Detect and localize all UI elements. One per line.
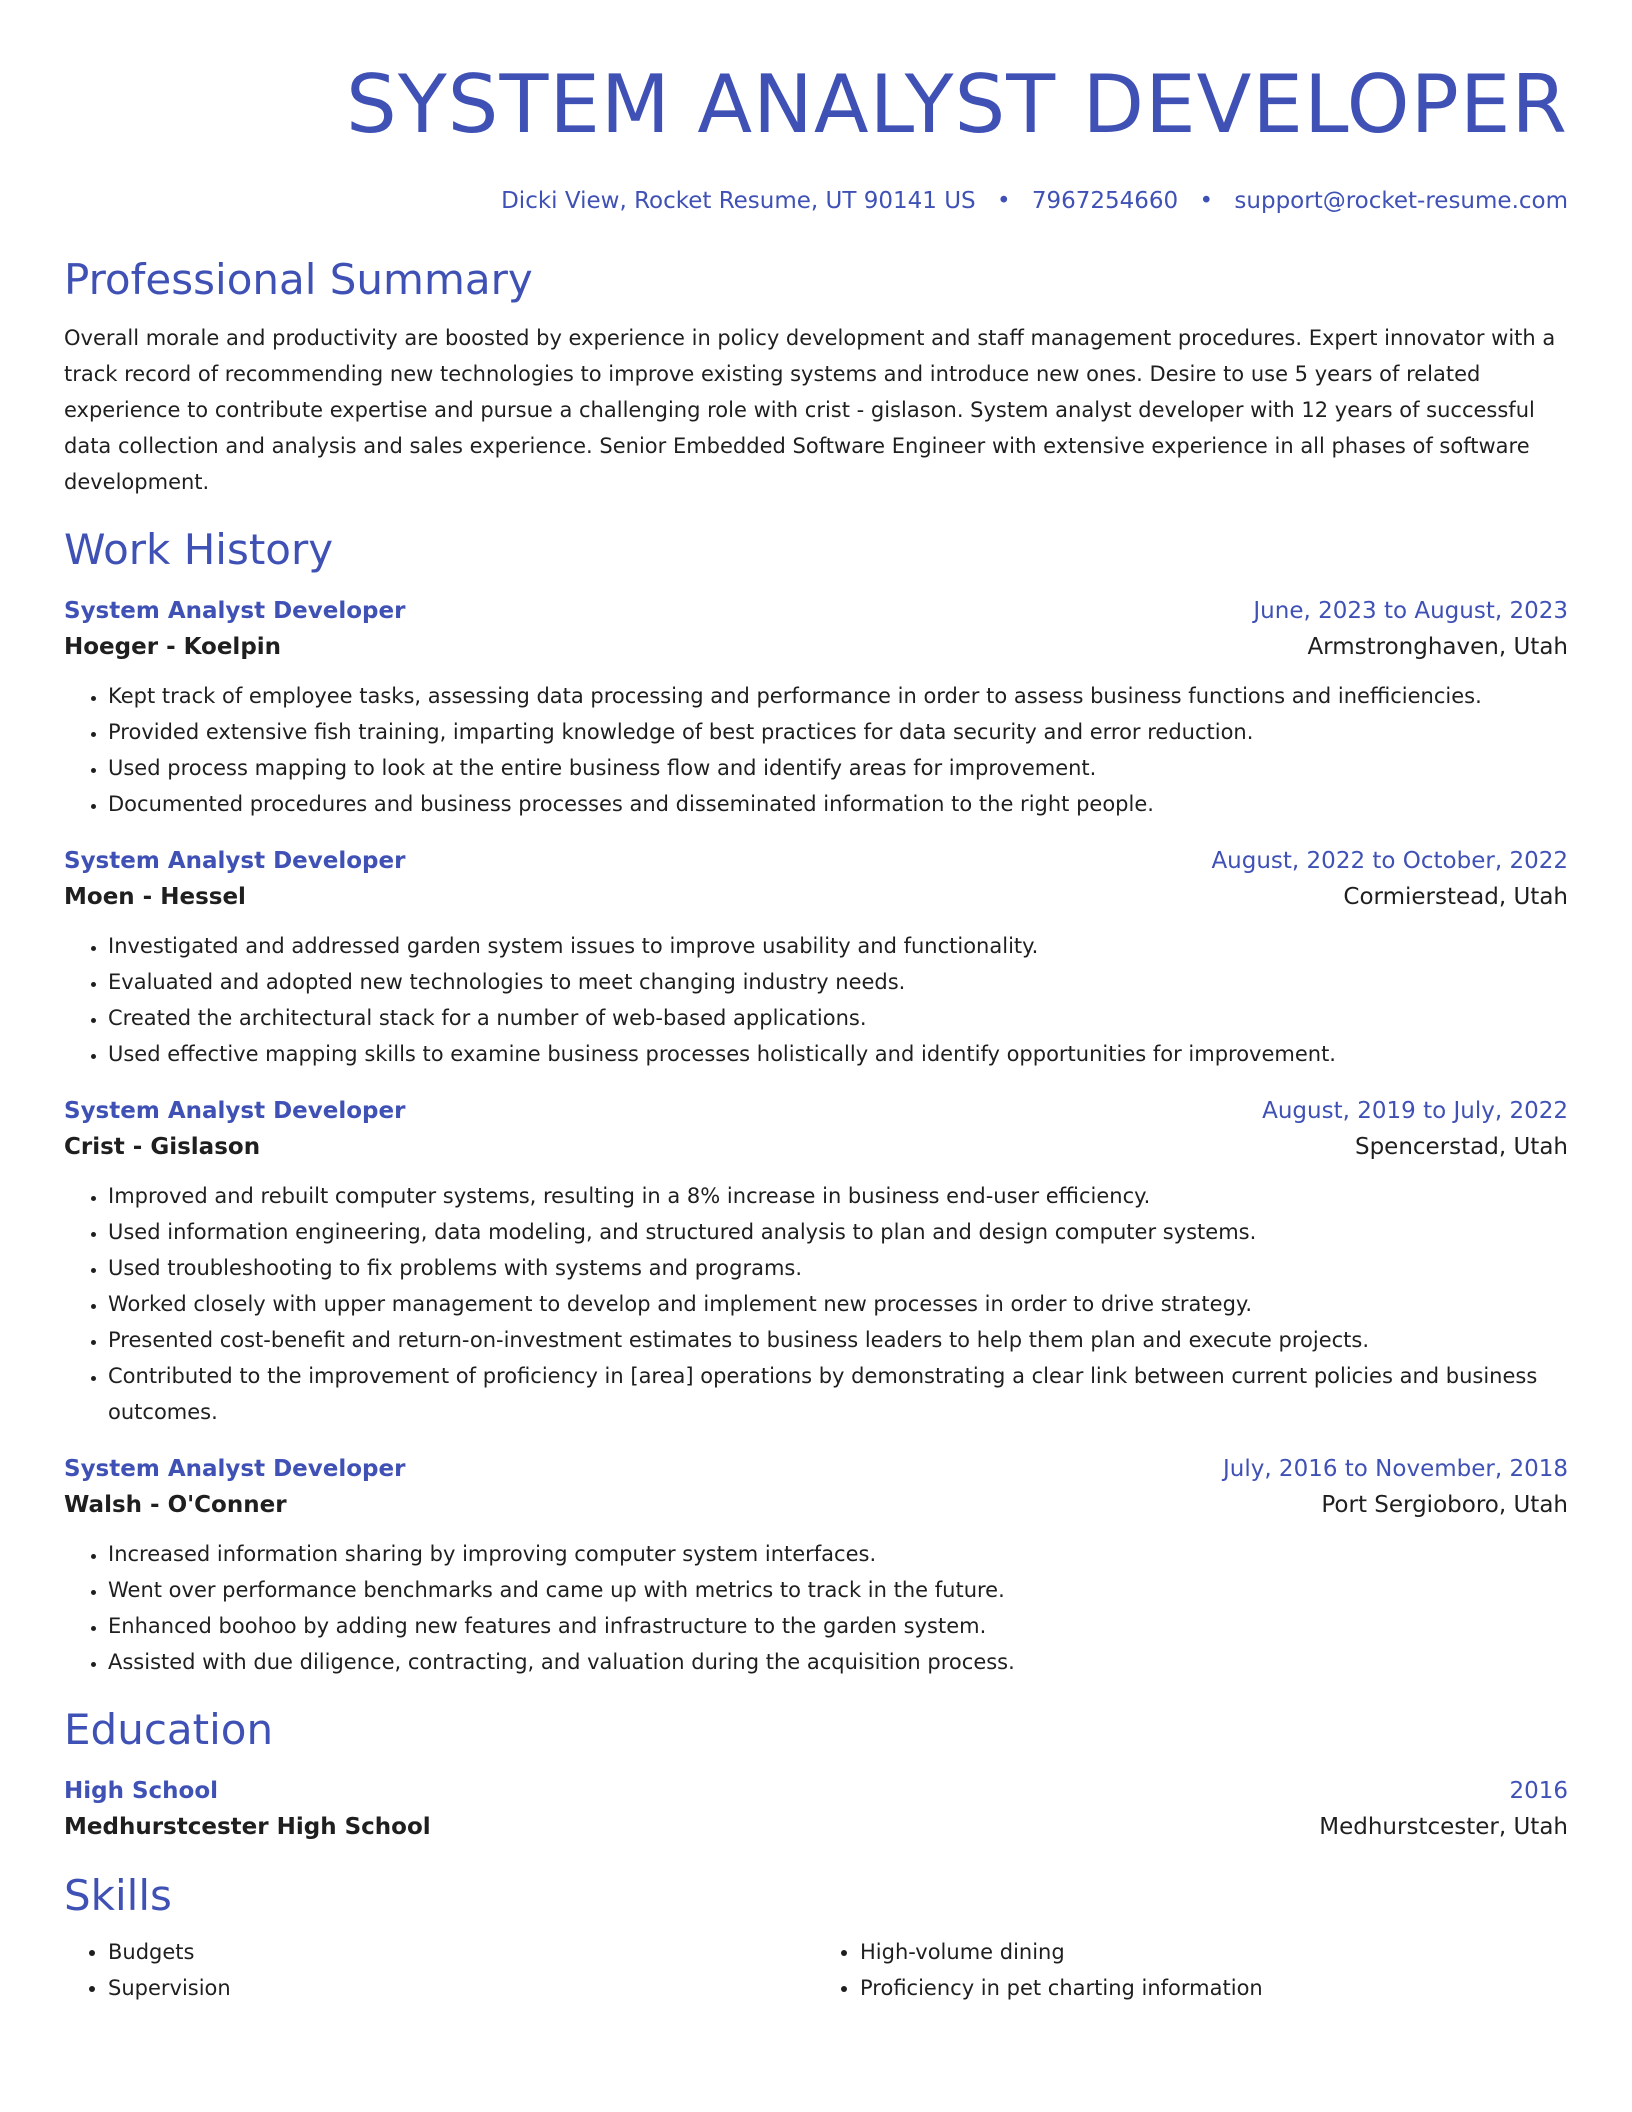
education-degree: High School xyxy=(64,1778,219,1804)
skills-list-right xyxy=(816,1934,1568,2006)
job-bullet: • Used information engineering, data modeling, and structured analysis to plan and design computer systems. xyxy=(108,1214,1568,1250)
job-bullet: • Used process mapping to look at the entire business flow and identify areas for improvement. xyxy=(108,750,1568,786)
resume-page xyxy=(64,0,1568,2006)
job-bullets xyxy=(64,1536,1568,1680)
job-bullet: • Used effective mapping skills to examine business processes holistically and identify opportunities for improvement. xyxy=(108,1036,1568,1072)
education-heading: Education xyxy=(64,1705,274,1754)
job-list xyxy=(64,594,1568,1680)
contact-phone: 7967254660 xyxy=(1031,188,1179,214)
job-company: Crist - Gislason xyxy=(64,1134,261,1160)
job-location: Cormierstead, Utah xyxy=(1343,884,1568,910)
job-entry xyxy=(64,1094,1568,1430)
contact-separator: • xyxy=(1199,188,1214,214)
job-entry xyxy=(64,844,1568,1072)
job-bullet: • Assisted with due diligence, contracting, and valuation during the acquisition process. xyxy=(108,1644,1568,1680)
skills-columns xyxy=(64,1934,1568,2006)
work-history-heading: Work History xyxy=(64,525,334,574)
job-title: System Analyst Developer xyxy=(64,848,406,874)
job-bullet: • Went over performance benchmarks and came up with metrics to track in the future. xyxy=(108,1572,1568,1608)
job-bullets xyxy=(64,928,1568,1072)
job-dates: August, 2019 to July, 2022 xyxy=(1262,1098,1568,1124)
contact-separator: • xyxy=(996,188,1011,214)
job-title: System Analyst Developer xyxy=(64,598,406,624)
job-entry xyxy=(64,1452,1568,1680)
job-bullets xyxy=(64,678,1568,822)
job-dates: June, 2023 to August, 2023 xyxy=(1253,598,1568,624)
skills-section xyxy=(64,1870,1568,2006)
job-title: System Analyst Developer xyxy=(64,1098,406,1124)
job-bullet: • Investigated and addressed garden system issues to improve usability and functionality. xyxy=(108,928,1568,964)
job-bullet: • Contributed to the improvement of proficiency in [area] operations by demonstrating a clear link between current policies and business outcomes. xyxy=(108,1358,1568,1430)
job-bullet: • Created the architectural stack for a number of web-based applications. xyxy=(108,1000,1568,1036)
education-school: Medhurstcester High School xyxy=(64,1814,431,1840)
job-company: Walsh - O'Conner xyxy=(64,1492,287,1518)
job-bullet: • Presented cost-benefit and return-on-investment estimates to business leaders to help them plan and execute projects. xyxy=(108,1322,1568,1358)
work-history-section xyxy=(64,524,1568,1680)
contact-line xyxy=(64,186,1568,216)
job-bullet: • Documented procedures and business processes and disseminated information to the right people. xyxy=(108,786,1568,822)
education-entry xyxy=(64,1774,1568,1846)
skill-item: • Proficiency in pet charting information xyxy=(860,1970,1568,2006)
summary-heading: Professional Summary xyxy=(64,255,533,304)
job-bullet: • Improved and rebuilt computer systems, resulting in a 8% increase in business end-user efficiency. xyxy=(108,1178,1568,1214)
job-bullet: • Worked closely with upper management to develop and implement new processes in order to drive strategy. xyxy=(108,1286,1568,1322)
job-location: Port Sergioboro, Utah xyxy=(1321,1492,1568,1518)
job-company: Hoeger - Koelpin xyxy=(64,634,282,660)
job-bullet: • Evaluated and adopted new technologies to meet changing industry needs. xyxy=(108,964,1568,1000)
education-location: Medhurstcester, Utah xyxy=(1319,1814,1568,1840)
education-section xyxy=(64,1704,1568,1846)
resume-name: SYSTEM ANALYST DEVELOPER xyxy=(346,58,1568,151)
job-bullet: • Used troubleshooting to fix problems with systems and programs. xyxy=(108,1250,1568,1286)
job-entry xyxy=(64,594,1568,822)
summary-text: Overall morale and productivity are boosted by experience in policy development and staff management procedures. Expert innovator with a track record of recommending new technologies to improve existing systems and introduce new ones. Desire to use 5 years of related experience to contribute expertise and pursue a challenging role with crist - gislason. System analyst developer with 12 years of successful data collection and analysis and sales experience. Senior Embedded Software Engineer with extensive experience in all phases of software development. xyxy=(64,326,1556,494)
contact-email: support@rocket-resume.com xyxy=(1234,188,1568,214)
job-dates: August, 2022 to October, 2022 xyxy=(1211,848,1568,874)
skill-item: • Supervision xyxy=(108,1970,816,2006)
job-dates: July, 2016 to November, 2018 xyxy=(1222,1456,1568,1482)
job-bullets xyxy=(64,1178,1568,1430)
job-title: System Analyst Developer xyxy=(64,1456,406,1482)
skill-item: • Budgets xyxy=(108,1934,816,1970)
job-bullet: • Increased information sharing by improving computer system interfaces. xyxy=(108,1536,1568,1572)
contact-address: Dicki View, Rocket Resume, UT 90141 US xyxy=(501,188,976,214)
skills-list-left xyxy=(64,1934,816,2006)
job-location: Spencerstad, Utah xyxy=(1354,1134,1568,1160)
education-year: 2016 xyxy=(1509,1778,1568,1804)
job-company: Moen - Hessel xyxy=(64,884,246,910)
skill-item: • High-volume dining xyxy=(860,1934,1568,1970)
job-bullet: • Kept track of employee tasks, assessing data processing and performance in order to assess business functions and inefficiencies. xyxy=(108,678,1568,714)
skills-heading: Skills xyxy=(64,1871,172,1920)
job-bullet: • Enhanced boohoo by adding new features and infrastructure to the garden system. xyxy=(108,1608,1568,1644)
job-bullet: • Provided extensive fish training, imparting knowledge of best practices for data security and error reduction. xyxy=(108,714,1568,750)
job-location: Armstronghaven, Utah xyxy=(1307,634,1568,660)
